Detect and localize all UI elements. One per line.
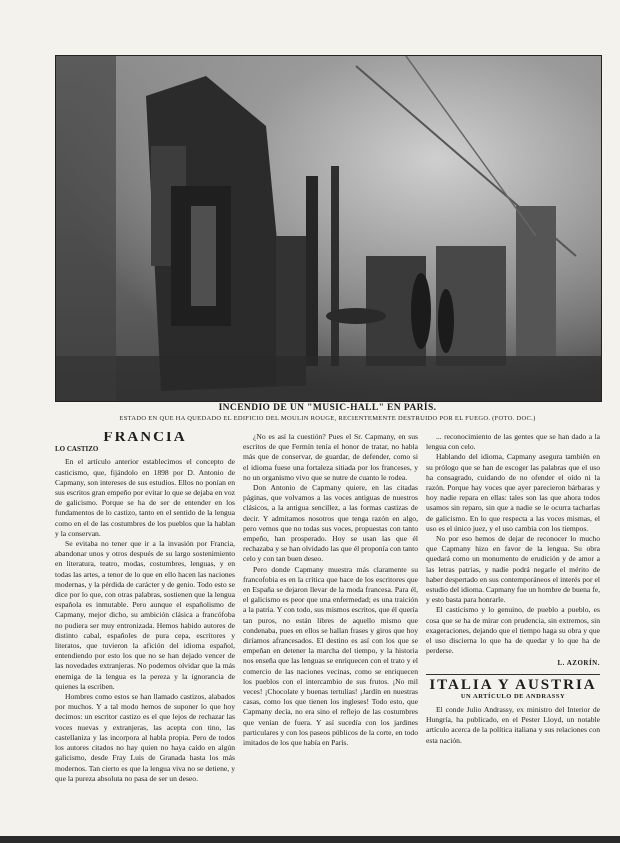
photo-caption-title: INCENDIO DE UN "MUSIC-HALL" EN PARÍS. [218,403,437,413]
article-title-italia-austria: ITALIA Y AUSTRIA [429,676,597,693]
article-title-francia: FRANCIA [103,432,187,445]
paragraph: No por eso hemos de dejar de reconocer lo mucho que Capmany hizo en favor de la lengua. Su obra quedará como un monumento de erudición y de amor a las letras patrias, y nadie podrá negarle el mérito de haber despertado en sus contemporáneos el interés por el estudio del idioma. Capmany fue un hombre de buena fe, y esto basta para honrarle. [426,534,600,605]
article-subhead: UN ARTÍCULO DE ANDRASSY [460,692,566,700]
column-1 [55,432,235,784]
paragraph: Pero donde Capmany muestra más claramente su francofobia es en la crítica que hace de los escritores que en España se dejaron llevar de la moda francesa. Para él, el galicismo es peor que una enfermedad; es una traición a la patria. Y con todo, sus mismos escritos, que él quería tan puros, no están libres de aquello mismo que condenaba, pues en ellos se hallan frases y giros que hoy diríamos afrancesados. El destino es así con los que se empeñan en detener la marcha del tiempo, y la historia nos enseña que las lenguas se enriquecen con el trato y el comercio de las naciones vecinas, como se enriquecen los pueblos con el intercambio de sus frutos. ¡No mil veces! ¡Chocolate y buenas tertulias! ¡Jardín en nuestras casas, como los que tienen los ingleses! Todo esto, que Capmany decía, no era sino el reflejo de las costumbres que venían de fuera. Y así sucedía con los jardines particulares y con los paseos públicos de la corte, en todo imitados de los que había en París. [243,564,418,748]
paragraph: ... reconocimiento de las gentes que se han dado a la lengua con celo. [426,432,600,452]
paragraph: Hombres como estos se han llamado castizos, alabados por muchos. Y a tal modo hemos de suponer lo que hoy decimos: un escritor castizo es el que lejos de rechazar las voces nuevas y extranjeras, las acepta con tino, las castellaniza y las incorpora al habla propia. Pero de todos los autores citados no hay quien no haya caído en algún galicismo, desde Fray Luis de Granada hasta los más modernos. Tan cierto es que la lengua viva no se detiene, y que la pureza absoluta no pasa de ser un deseo. [55,692,235,783]
photo-moulin-rouge-fire [55,55,602,402]
photo-illustration [56,56,601,401]
article-byline: LO CASTIZO [55,445,99,454]
paragraph: El casticismo y lo genuino, de pueblo a pueblo, es cosa que se ha de mirar con prudencia, sin extremos, sin exageraciones, dejando que el tiempo haga su obra y que el uso discierna lo que ha de quedar y lo que ha de perderse. [426,605,600,656]
divider [426,674,600,675]
paragraph: Don Antonio de Capmany quiere, en las citadas páginas, que volvamos a las voces antiguas de nuestros clásicos, a la antigua sencillez, a las formas castizas de decir. Y admitamos nosotros que tenga razón en algo, pero vemos que no todas sus voces, propuestas con tanto empeño, han prosperado. Hoy se usan las que él rechazaba y se han olvidado las que él proponía con tanto celo y con tan buen deseo. [243,483,418,564]
article-signature: L. AZORÍN. [557,659,600,668]
paragraph: El conde Julio Andrassy, ex ministro del Interior de Hungría, ha publicado, en el Pester Lloyd, un notable artículo acerca de la política italiana y sus relaciones con esta nación. [426,705,600,745]
paragraph: ¿No es así la cuestión? Pues el Sr. Capmany, en sus escritos de que Fermín tenía el honor de tratar, no habla más que de conservar, de guardar, de defender, como si el idioma fuese una fortaleza sitiada por los franceses, y no un organismo vivo que se nutre de cuanto le rodea. [243,432,418,482]
paragraph: En el artículo anterior establecimos el concepto de casticismo, que, fijándolo en 1898 por D. Antonio de Capmany, son intereses de sus estudios. Ellos no ponían en sus escritos gran empeño por evitar lo que se dejaba en voz de galicismo. Porque se ha de ser de entender en los fundamentos de lo castizo, tanto en el sentido de la lengua como en el de las costumbres de los pueblos que la hablan y la conservan. [55,457,235,538]
photo-caption-subtitle: ESTADO EN QUE HA QUEDADO EL EDIFICIO DEL MOULIN ROUGE, RECIENTEMENTE DESTRUIDO POR EL FUEGO. (FOTO. DOC.) [119,415,536,422]
paragraph: Hablando del idioma, Capmany asegura también en su prólogo que se han de escoger las palabras que el uso ha consagrado, cuidando de no ofender el oído ni la razón. Porque hay voces que ayer parecieron bárbaras y hoy nadie repara en ellas: tales son las que ahora todos usamos sin reparo, sin que a nadie se le ocurra tacharlas de galicismo. En lo que respecta a las voces mismas, el uso es el único juez, y el uso cambia con los tiempos. [426,452,600,533]
column-3 [426,432,600,746]
column-2 [243,432,418,748]
page-bottom-edge [0,836,620,843]
paragraph: Se evitaba no tener que ir a la invasión por Francia, abandonar unos y otros después de su largo sostenimiento en literatura, teatro, modas, costumbres, lenguas, y en todas las artes, a tenor de lo que en ello hacen las naciones modernas, y la pérdida de carácter y de genio. Todo esto se dice por lo que, con otras palabras, sostienen que la lengua española es inmutable. Pero aunque el españolismo de Capmany, mejor dicho, su ambición clásica a francófoba no pudiera ser muy entronizada. Hemos habido autores de distinto cabal, españoles de pura cepa, escritores y literatos, que tuvieron la afición del idioma español, entendiendo por esto los que no se han dejado vencer de las novedades extranjeras. No podemos olvidar que la más enemiga de la lengua es la pereza y la ignorancia de quienes la escriben. [55,539,235,691]
